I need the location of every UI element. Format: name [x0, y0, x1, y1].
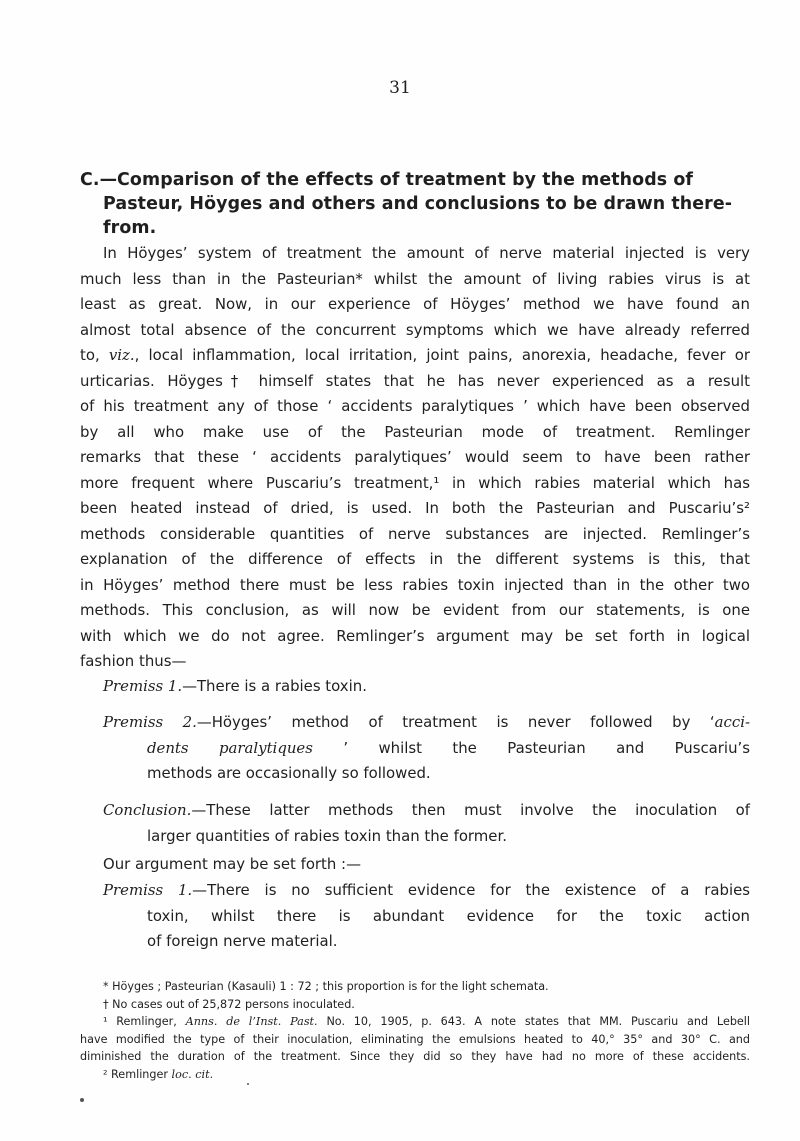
text-line: been heated instead of dried, is used. In both the Pasteurian and Puscariu’s²	[80, 499, 750, 517]
footnote-text: No. 10, 1905, p. 643. A note states that MM. Puscariu and Lebell	[326, 1015, 751, 1029]
text-line: more frequent where Puscariu’s treatment,¹ in which rabies material which has	[80, 473, 750, 492]
premiss-text: ’ whilst the Pasteurian and Puscariu’s	[312, 738, 750, 757]
footnote-2	[80, 1066, 750, 1084]
our-argument-intro	[80, 852, 750, 878]
remlinger-premiss-1	[80, 674, 750, 700]
footnote-text: ² Remlinger	[103, 1067, 168, 1081]
heading-line: C.—Comparison of the effects of treatment by the methods of	[80, 170, 694, 190]
premiss-line	[80, 710, 750, 736]
text-line	[80, 343, 750, 369]
paragraph-main	[80, 241, 750, 675]
text-line: with which we do not agree. Remlinger’s argument may be set forth in logical	[80, 626, 750, 645]
premiss-line	[80, 674, 750, 700]
italic-fragment: acci-	[714, 713, 750, 731]
section-heading	[80, 168, 750, 240]
text-line: methods. This conclusion, as will now be evident from our statements, is one	[80, 601, 750, 619]
text-line: remarks that these ‘ accidents paralytiques’ would seem to have been rather	[80, 448, 750, 466]
italic-fragment: dents paralytiques	[147, 738, 313, 757]
text-fragment: , local inflammation, local irritation, joint pains, anorexia, headache, fever or	[134, 346, 751, 364]
premiss-text: —There is a rabies toxin.	[182, 677, 367, 695]
text-line: by all who make use of the Pasteurian mode of treatment. Remlinger	[80, 422, 750, 441]
italic-fragment: Anns. de l’Inst. Past.	[185, 1015, 318, 1029]
text-line: fashion thus—	[80, 652, 187, 670]
page-number: 31	[389, 78, 411, 98]
conclusion-line	[80, 798, 750, 824]
remlinger-conclusion	[80, 798, 750, 849]
premiss-text: —There is no sufficient evidence for the existence of a rabies	[192, 881, 750, 899]
text-line: in Höyges’ method there must be less rabies toxin injected than in the other two	[80, 575, 750, 594]
italic-fragment: viz.	[108, 346, 135, 364]
premiss-label: Premiss 2.	[103, 713, 197, 731]
text-line: much less than in the Pasteurian* whilst the amount of living rabies virus is at	[80, 269, 750, 288]
premiss-text: —Höyges’ method of treatment is never followed by ‘	[196, 713, 715, 731]
footnote-text: ¹ Remlinger,	[103, 1015, 177, 1029]
conclusion-label: Conclusion.	[103, 801, 192, 819]
print-speck	[80, 1098, 84, 1102]
premiss-label: Premiss 1.	[103, 677, 183, 695]
premiss-label: Premiss 1.	[103, 881, 193, 899]
footnote-1-cont: have modified the type of their inoculation, eliminating the emulsions heated to 40,° 35° and 30° C. and	[80, 1032, 750, 1046]
text-line: explanation of the difference of effects in the different systems is this, that	[80, 550, 750, 568]
text-line: urticarias. Höyges† himself states that he has never experienced as a result	[80, 371, 750, 390]
italic-fragment: loc. cit.	[171, 1067, 214, 1081]
heading-line: Pasteur, Höyges and others and conclusions to be drawn there-	[103, 194, 733, 214]
premiss-line	[80, 878, 750, 904]
print-speck	[247, 1083, 249, 1085]
footnote-1	[80, 1013, 750, 1031]
remlinger-premiss-2	[80, 710, 750, 787]
conclusion-text: —These latter methods then must involve the inoculation of	[191, 801, 750, 819]
text-line: almost total absence of the concurrent symptoms which we have already referred	[80, 320, 750, 339]
premiss-line: of foreign nerve material.	[147, 932, 338, 950]
premiss-line: methods are occasionally so followed.	[147, 764, 431, 782]
text-line: methods considerable quantities of nerve substances are injected. Remlinger’s	[80, 524, 750, 543]
footnote-1-cont: diminished the duration of the treatment. Since they did so they have had no more of these accidents.	[80, 1050, 750, 1064]
heading-line: from.	[103, 218, 157, 238]
premiss-line: toxin, whilst there is abundant evidence for the toxic action	[147, 906, 750, 925]
footnotes	[80, 978, 750, 1084]
text-line: of his treatment any of those ‘ accidents paralytiques ’ which have been observed	[80, 397, 750, 415]
footnote-star: * Höyges ; Pasteurian (Kasauli) 1 : 72 ; this proportion is for the light schemata.	[103, 980, 549, 993]
conclusion-line: larger quantities of rabies toxin than the former.	[147, 826, 507, 845]
footnote-dagger: † No cases out of 25,872 persons inoculated.	[103, 997, 355, 1011]
text-line: In Höyges’ system of treatment the amount of nerve material injected is very	[103, 244, 750, 262]
intro-line: Our argument may be set forth :—	[103, 855, 361, 873]
our-premiss-1	[80, 878, 750, 955]
text-line: least as great. Now, in our experience of Höyges’ method we have found an	[80, 295, 750, 313]
premiss-line	[80, 736, 750, 762]
text-fragment: to,	[80, 346, 100, 364]
